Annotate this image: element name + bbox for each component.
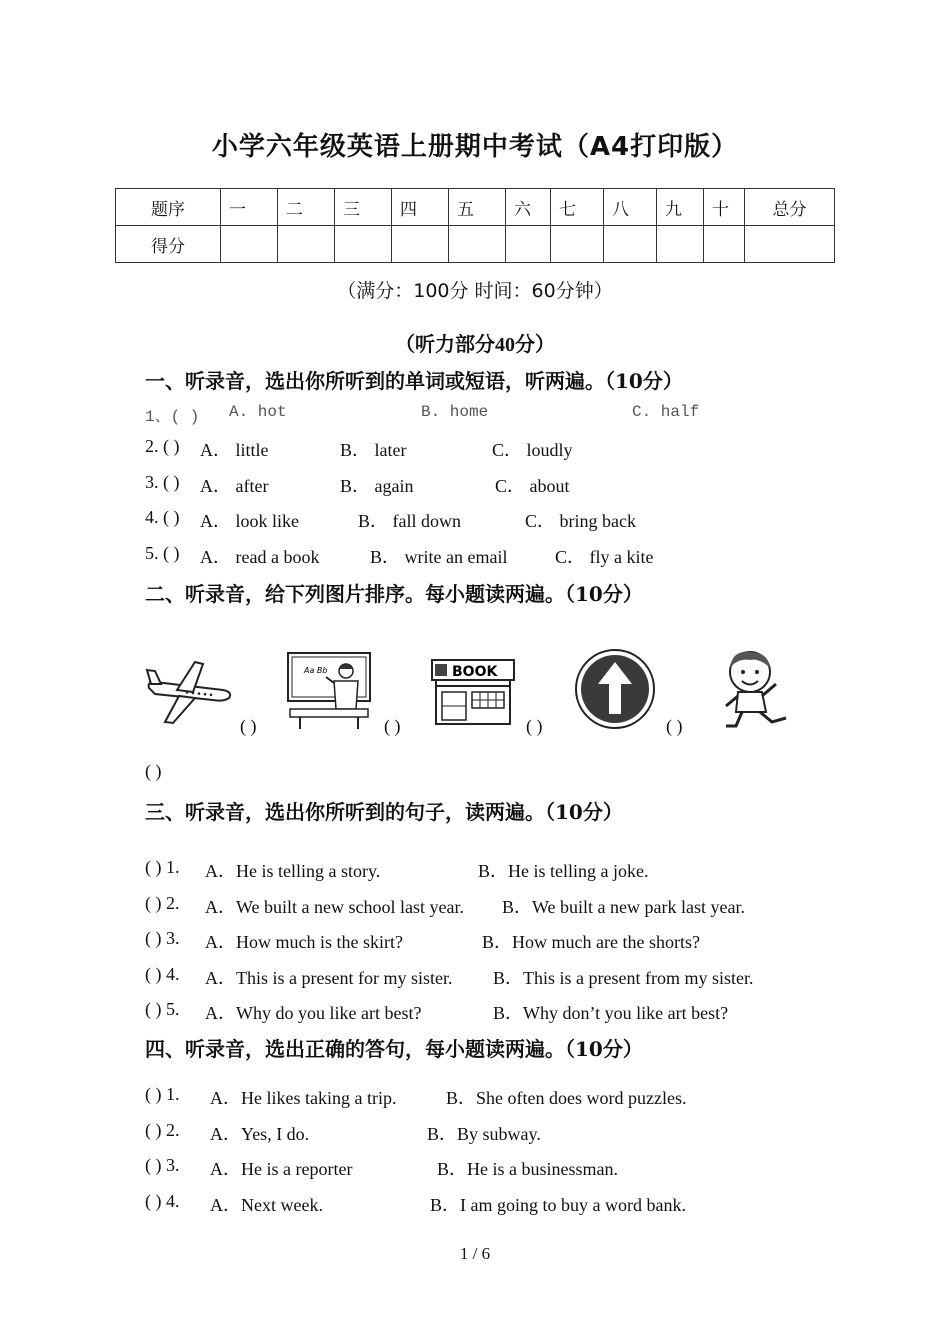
q2-option-b: B． later [340, 440, 407, 460]
picture-2-answer-bracket[interactable]: ( ) [384, 716, 401, 736]
s3-q3-option-a: A．How much is the skirt? [205, 932, 403, 952]
score-input-cell[interactable] [392, 226, 449, 263]
score-cell: 三 [335, 189, 392, 226]
s3-q5-number: ( ) 5. [145, 999, 180, 1019]
s4-q1-option-b: B．She often does word puzzles. [446, 1088, 687, 1108]
score-input-cell[interactable] [278, 226, 335, 263]
s3-q4-number: ( ) 4. [145, 964, 180, 984]
score-cell: 五 [449, 189, 506, 226]
s4-q1-number: ( ) 1. [145, 1084, 180, 1104]
score-input-cell[interactable] [449, 226, 506, 263]
score-cell: 十 [704, 189, 745, 226]
s4-q2-option-a: A．Yes, I do. [210, 1124, 310, 1144]
picture-3-answer-bracket[interactable]: ( ) [526, 716, 543, 736]
s3-q2-option-b: B．We built a new park last year. [502, 897, 745, 917]
score-cell: 题序 [116, 189, 221, 226]
s3-q1-number: ( ) 1. [145, 857, 180, 877]
q5-option-a: A． read a book [200, 547, 320, 567]
s4-q3-number: ( ) 3. [145, 1155, 180, 1175]
q5-option-c: C． fly a kite [555, 547, 654, 567]
s3-q3-number: ( ) 3. [145, 928, 180, 948]
q5-number: 5. ( ) [145, 543, 180, 563]
q4-option-b: B． fall down [358, 511, 461, 531]
s4-q4-option-b: B．I am going to buy a word bank. [430, 1195, 686, 1215]
s3-q5-option-b: B．Why don’t you like art best? [493, 1003, 729, 1023]
section2-heading: 二、听录音，给下列图片排序。每小题读两遍。（10分） [145, 582, 643, 606]
s4-q1-option-a: A．He likes taking a trip. [210, 1088, 397, 1108]
q1-number: 1、( ) [145, 408, 200, 426]
s4-q2-number: ( ) 2. [145, 1120, 180, 1140]
bookshop-icon [428, 656, 518, 728]
score-table-header-row [116, 189, 835, 226]
picture-4-answer-bracket[interactable]: ( ) [666, 716, 683, 736]
score-input-cell[interactable] [604, 226, 657, 263]
q4-option-a: A． look like [200, 511, 299, 531]
score-table [115, 188, 835, 263]
q1-option-b: B. home [421, 403, 489, 421]
score-cell: 一 [221, 189, 278, 226]
score-input-cell[interactable] [506, 226, 551, 263]
score-cell: 四 [392, 189, 449, 226]
page-title: 小学六年级英语上册期中考试（A4打印版） [211, 132, 739, 162]
s4-q4-option-a: A．Next week. [210, 1195, 323, 1215]
s3-q1-option-a: A．He is telling a story. [205, 861, 381, 881]
child-running-icon [716, 646, 796, 732]
score-table-score-row [116, 226, 835, 263]
airplane-icon [143, 660, 235, 726]
score-input-cell[interactable] [745, 226, 835, 263]
s4-q2-option-b: B．By subway. [427, 1124, 541, 1144]
score-cell: 九 [657, 189, 704, 226]
score-cell: 八 [604, 189, 657, 226]
s3-q5-option-a: A．Why do you like art best? [205, 1003, 422, 1023]
q4-number: 4. ( ) [145, 507, 180, 527]
section4-heading: 四、听录音，选出正确的答句，每小题读两遍。（10分） [145, 1037, 643, 1061]
q5-option-b: B． write an email [370, 547, 508, 567]
section1-heading: 一、听录音，选出你所听到的单词或短语，听两遍。（10分） [145, 369, 683, 393]
listening-heading: （听力部分40分） [395, 334, 555, 356]
q2-number: 2. ( ) [145, 436, 180, 456]
s3-q4-option-b: B．This is a present from my sister. [493, 968, 754, 988]
q4-option-c: C． bring back [525, 511, 636, 531]
picture-5-answer-bracket[interactable]: ( ) [145, 761, 162, 781]
s4-q4-number: ( ) 4. [145, 1191, 180, 1211]
score-cell: 六 [506, 189, 551, 226]
q3-option-b: B． again [340, 476, 414, 496]
board-text: Aa Bb [304, 666, 328, 675]
page-number: 1 / 6 [459, 1244, 491, 1263]
q3-number: 3. ( ) [145, 472, 180, 492]
score-input-cell[interactable] [221, 226, 278, 263]
teacher-blackboard-icon [286, 651, 372, 731]
score-input-cell[interactable] [704, 226, 745, 263]
score-input-cell[interactable] [551, 226, 604, 263]
s3-q2-option-a: A．We built a new school last year. [205, 897, 464, 917]
score-cell: 二 [278, 189, 335, 226]
book-sign-text: BOOK [452, 664, 498, 680]
s3-q4-option-a: A．This is a present for my sister. [205, 968, 453, 988]
s4-q3-option-b: B．He is a businessman. [437, 1159, 618, 1179]
score-row-label: 得分 [116, 226, 221, 263]
s4-q3-option-a: A．He is a reporter [210, 1159, 353, 1179]
picture-1-answer-bracket[interactable]: ( ) [240, 716, 257, 736]
q2-option-c: C． loudly [492, 440, 573, 460]
score-input-cell[interactable] [657, 226, 704, 263]
score-cell: 总分 [745, 189, 835, 226]
go-straight-sign-icon [572, 648, 658, 730]
section3-heading: 三、听录音，选出你所听到的句子，读两遍。（10分） [145, 800, 623, 824]
s3-q1-option-b: B．He is telling a joke. [478, 861, 649, 881]
q2-option-a: A． little [200, 440, 269, 460]
s3-q2-number: ( ) 2. [145, 893, 180, 913]
full-marks-note: （满分：100分 时间：60分钟） [337, 280, 613, 302]
q1-option-c: C. half [632, 403, 700, 421]
q3-option-a: A． after [200, 476, 269, 496]
q1-option-a: A. hot [229, 403, 287, 421]
score-cell: 七 [551, 189, 604, 226]
s3-q3-option-b: B．How much are the shorts? [482, 932, 700, 952]
q3-option-c: C． about [495, 476, 570, 496]
score-input-cell[interactable] [335, 226, 392, 263]
